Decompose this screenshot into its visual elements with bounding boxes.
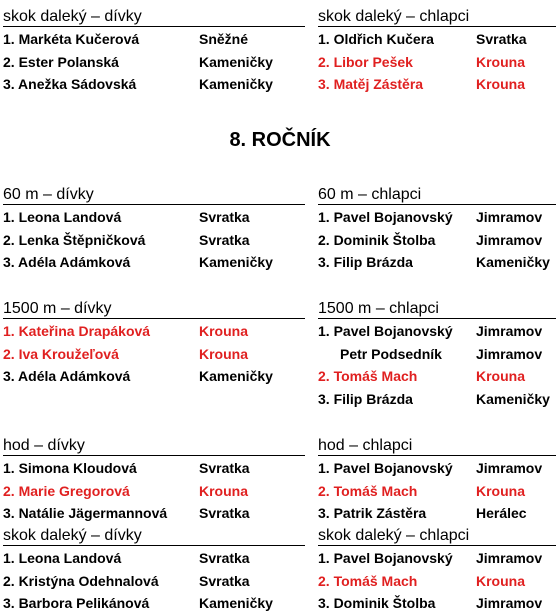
section-heading: skok daleký – chlapci xyxy=(318,8,556,27)
athlete-name: 2. Tomáš Mach xyxy=(318,572,418,589)
result-row xyxy=(318,344,560,364)
athlete-name: 3. Filip Brázda xyxy=(318,254,413,271)
result-row xyxy=(318,29,560,49)
result-row xyxy=(318,389,560,409)
result-row xyxy=(3,458,303,478)
result-row xyxy=(318,458,560,478)
club-name: Krouna xyxy=(476,53,525,70)
club-name: Kameničky xyxy=(476,390,550,407)
section-heading: 1500 m – chlapci xyxy=(318,300,556,319)
section-heading: 60 m – chlapci xyxy=(318,186,556,205)
result-row xyxy=(3,503,303,523)
athlete-name: 1. Leona Landová xyxy=(3,550,122,566)
athlete-name: 1. Leona Landová xyxy=(3,209,122,225)
athlete-name: 3. Barbora Pelikánová xyxy=(3,595,150,612)
athlete-name: 3. Dominik Štolba xyxy=(318,595,436,612)
club-name: Svratka xyxy=(199,550,250,566)
athlete-name: 2. Kristýna Odehnalová xyxy=(3,572,159,589)
club-name: Kameničky xyxy=(199,76,273,93)
club-name: Svratka xyxy=(199,572,250,589)
club-name: Krouna xyxy=(199,345,248,362)
club-name: Jimramov xyxy=(476,460,543,476)
club-name: Kameničky xyxy=(199,53,273,70)
result-row xyxy=(318,252,560,272)
athlete-name: 2. Tomáš Mach xyxy=(318,482,418,499)
section-heading: skok daleký – dívky xyxy=(3,8,305,27)
club-name: Krouna xyxy=(476,572,525,589)
athlete-name: 1. Oldřich Kučera xyxy=(318,31,434,47)
result-row xyxy=(3,548,303,568)
club-name: Krouna xyxy=(476,482,525,499)
athlete-name: 1. Pavel Bojanovský xyxy=(318,209,453,225)
club-name: Kameničky xyxy=(199,595,273,612)
result-row xyxy=(318,571,560,591)
result-row xyxy=(318,366,560,386)
result-row xyxy=(318,481,560,501)
athlete-name: 2. Tomáš Mach xyxy=(318,368,418,385)
section-heading: 1500 m – dívky xyxy=(3,300,305,319)
club-name: Herálec xyxy=(476,505,527,522)
athlete-name: 2. Lenka Štěpničková xyxy=(3,231,146,248)
section-heading: hod – chlapci xyxy=(318,437,556,456)
result-row xyxy=(318,52,560,72)
result-row xyxy=(318,321,560,341)
club-name: Svratka xyxy=(199,505,250,522)
athlete-name: 2. Dominik Štolba xyxy=(318,231,436,248)
result-row xyxy=(3,366,303,386)
club-name: Krouna xyxy=(476,368,525,385)
athlete-name: 1. Pavel Bojanovský xyxy=(318,550,453,566)
athlete-name: 2. Libor Pešek xyxy=(318,53,413,70)
result-row xyxy=(318,593,560,613)
athlete-name: 3. Anežka Sádovská xyxy=(3,76,137,93)
club-name: Kameničky xyxy=(199,368,273,385)
club-name: Svratka xyxy=(199,209,250,225)
result-row xyxy=(3,52,303,72)
athlete-name: 3. Adéla Adámková xyxy=(3,368,131,385)
athlete-name: 3. Filip Brázda xyxy=(318,390,413,407)
result-row xyxy=(3,29,303,49)
result-row xyxy=(318,74,560,94)
club-name: Jimramov xyxy=(476,595,543,612)
athlete-name: 2. Marie Gregorová xyxy=(3,482,130,499)
club-name: Krouna xyxy=(199,482,248,499)
club-name: Jimramov xyxy=(476,345,543,362)
section-heading: hod – dívky xyxy=(3,437,305,456)
club-name: Krouna xyxy=(476,76,525,93)
club-name: Svratka xyxy=(199,460,250,476)
athlete-name: 3. Matěj Zástěra xyxy=(318,76,424,93)
athlete-name: 2. Iva Kroužeľová xyxy=(3,345,119,362)
result-row xyxy=(3,230,303,250)
club-name: Svratka xyxy=(199,231,250,248)
result-row xyxy=(3,74,303,94)
result-row xyxy=(3,207,303,227)
athlete-name: 1. Markéta Kučerová xyxy=(3,31,140,47)
athlete-name: 1. Simona Kloudová xyxy=(3,460,137,476)
result-row xyxy=(3,593,303,613)
club-name: Svratka xyxy=(476,31,527,47)
result-row xyxy=(318,503,560,523)
section-heading: 60 m – dívky xyxy=(3,186,305,205)
result-row xyxy=(3,481,303,501)
club-name: Jimramov xyxy=(476,209,543,225)
result-row xyxy=(318,548,560,568)
athlete-name: 1. Pavel Bojanovský xyxy=(318,323,453,339)
page-title: 8. ROČNÍK xyxy=(229,129,331,151)
athlete-name: Petr Podsedník xyxy=(340,345,442,362)
athlete-name: 3. Natálie Jägermannová xyxy=(3,505,168,522)
club-name: Krouna xyxy=(199,323,248,339)
result-row xyxy=(318,230,560,250)
section-heading: skok daleký – dívky xyxy=(3,527,305,546)
result-row xyxy=(3,321,303,341)
athlete-name: 1. Kateřina Drapáková xyxy=(3,323,151,339)
club-name: Kameničky xyxy=(476,254,550,271)
athlete-name: 1. Pavel Bojanovský xyxy=(318,460,453,476)
result-row xyxy=(3,571,303,591)
result-row xyxy=(3,252,303,272)
athlete-name: 2. Ester Polanská xyxy=(3,53,119,70)
club-name: Kameničky xyxy=(199,254,273,271)
athlete-name: 3. Patrik Zástěra xyxy=(318,505,427,522)
club-name: Jimramov xyxy=(476,231,543,248)
athlete-name: 3. Adéla Adámková xyxy=(3,254,131,271)
club-name: Sněžné xyxy=(199,31,249,47)
result-row xyxy=(318,207,560,227)
club-name: Jimramov xyxy=(476,550,543,566)
result-row xyxy=(3,344,303,364)
section-heading: skok daleký – chlapci xyxy=(318,527,556,546)
club-name: Jimramov xyxy=(476,323,543,339)
